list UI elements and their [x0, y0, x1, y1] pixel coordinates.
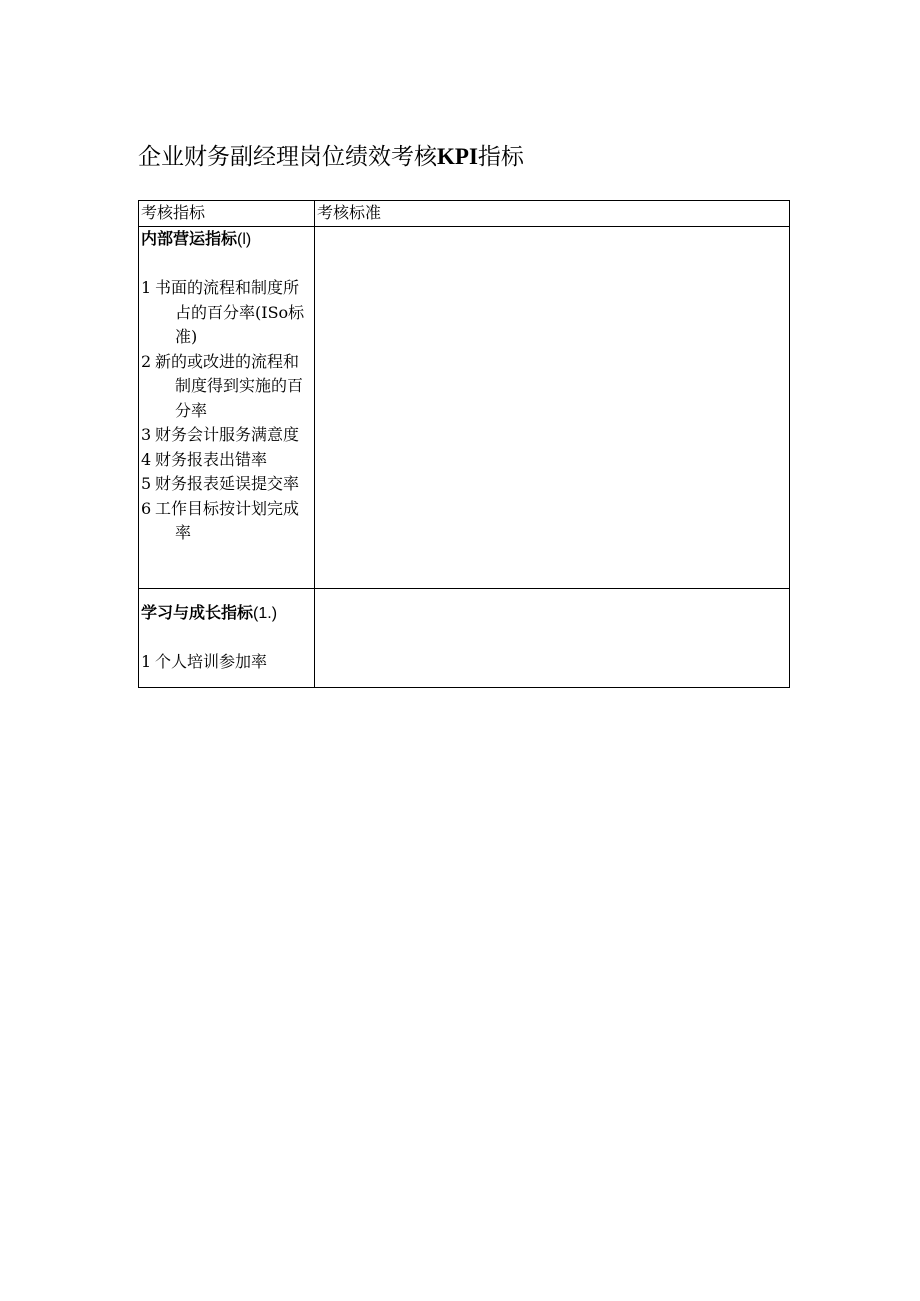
list-item: 5 财务报表延误提交率 [141, 474, 300, 493]
standard-cell-internal-operations[interactable] [315, 227, 790, 589]
header-standard: 考核标准 [315, 201, 790, 227]
title-main: 企业财务副经理岗位绩效考核 [138, 144, 437, 170]
standard-cell-learning-growth[interactable] [315, 589, 790, 688]
table-row-learning-growth [139, 589, 790, 688]
list-item: 3 财务会计服务满意度 [141, 425, 300, 444]
section-title-internal-operations: 内部营运指标(l) [141, 229, 252, 248]
list-item: 1 个人培训参加率 [141, 652, 268, 671]
title-tail: 指标 [477, 144, 524, 170]
list-item: 4 财务报表出错率 [141, 449, 268, 469]
table-row-internal-operations [139, 227, 790, 589]
header-indicator: 考核指标 [139, 201, 315, 227]
page-title [138, 141, 524, 173]
list-item: 2 新的或改进的流程和制度得到实施的百分率 [141, 351, 304, 420]
kpi-table [138, 200, 790, 688]
indicator-cell-internal-operations [139, 227, 315, 589]
table-header-row [139, 201, 790, 227]
list-item: 1 书面的流程和制度所占的百分率(ISo标准) [141, 278, 305, 346]
section-title-learning-growth: 学习与成长指标(1.) [141, 603, 278, 622]
indicator-cell-learning-growth [139, 589, 315, 688]
title-kpi: KPI [437, 144, 478, 169]
list-item: 6 工作目标按计划完成率 [141, 498, 300, 542]
